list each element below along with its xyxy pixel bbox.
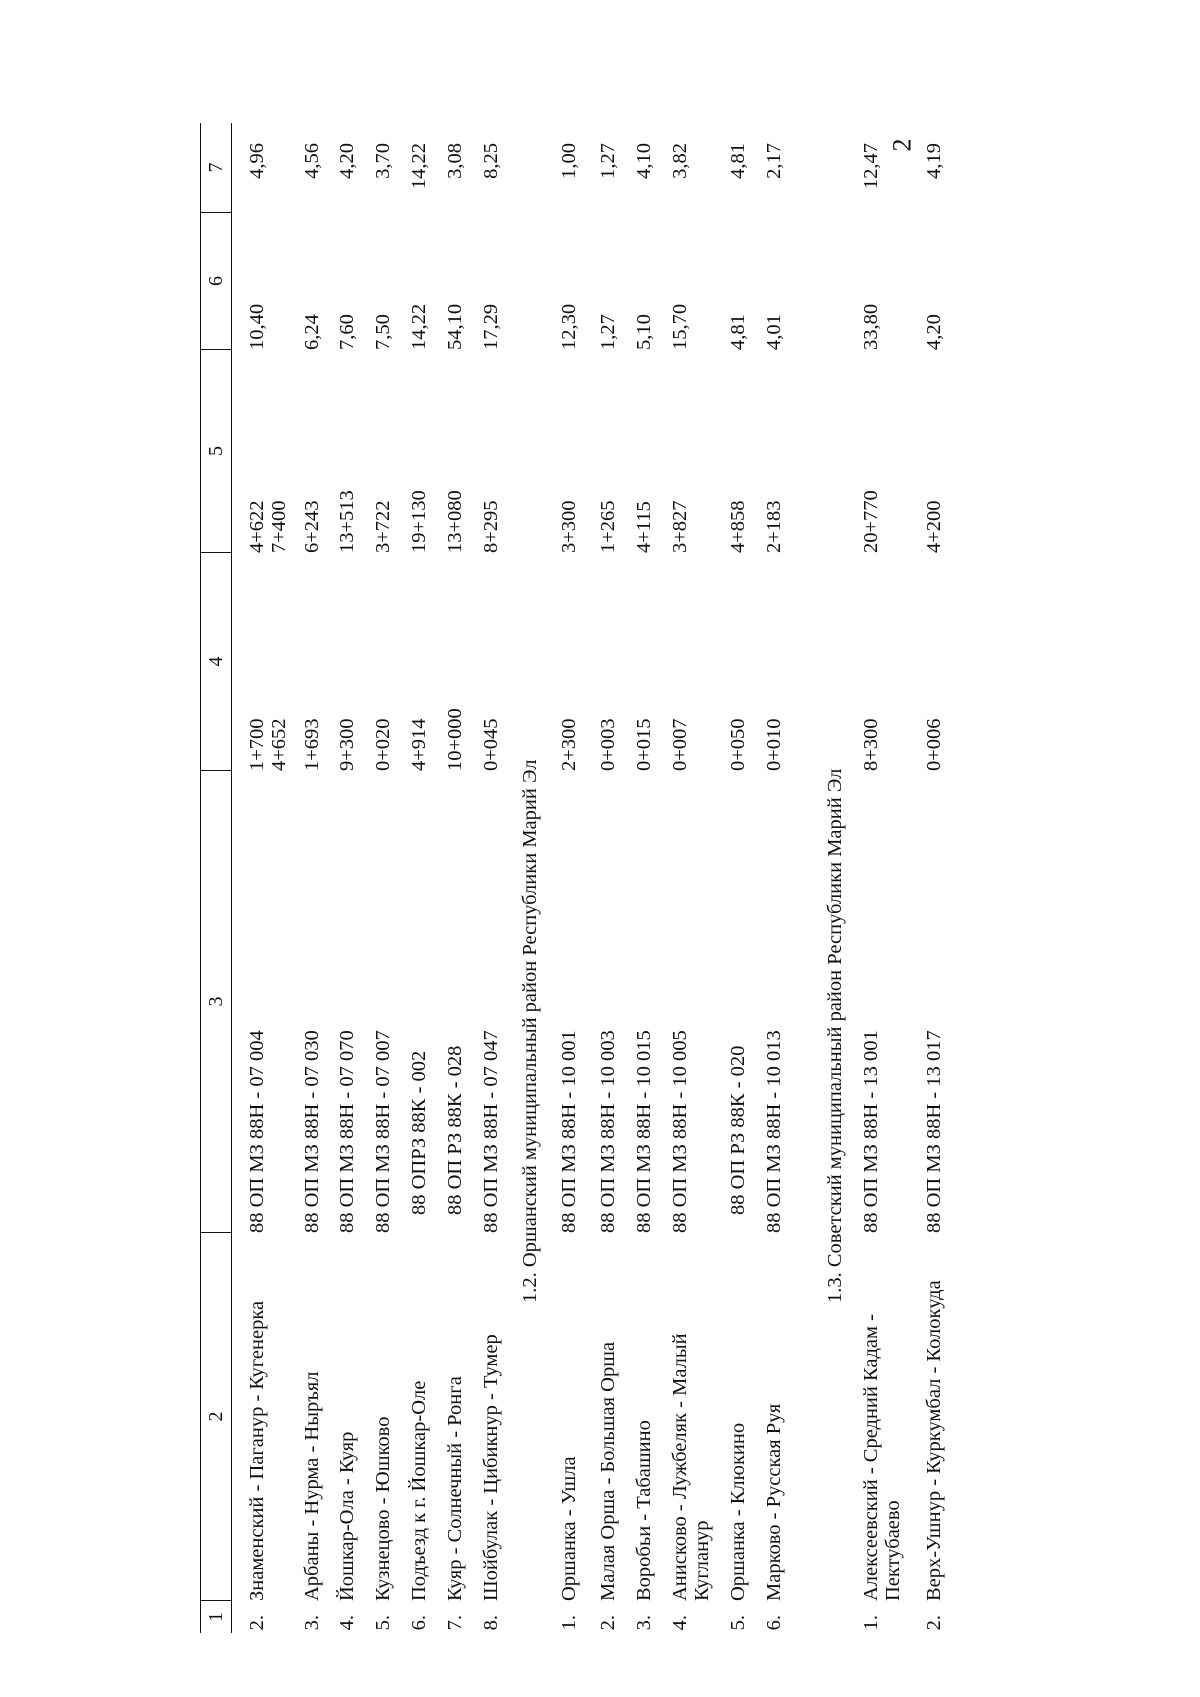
length-total: 4,81 — [727, 314, 749, 350]
row-number: 5. — [727, 1615, 749, 1631]
row-number: 6. — [763, 1615, 785, 1631]
length-total: 5,10 — [633, 314, 655, 350]
km-end: 19+130 — [408, 490, 430, 553]
km-start: 0+020 — [372, 718, 394, 771]
length-total: 7,50 — [372, 314, 394, 350]
row-number: 6. — [408, 1615, 430, 1631]
road-code: 88 ОПРЗ 88К - 002 — [408, 1050, 430, 1215]
km-start: 0+003 — [597, 718, 619, 771]
km-start: 0+045 — [480, 718, 502, 771]
length-total: 14,22 — [408, 303, 430, 350]
length-section: 4,19 — [923, 143, 945, 179]
km-end: 4+115 — [633, 501, 655, 553]
km-end: 4+858 — [727, 500, 749, 553]
km-end: 4+622 7+400 — [246, 500, 290, 553]
length-section: 4,96 — [246, 143, 268, 179]
road-code: 88 ОП МЗ 88Н - 07 007 — [372, 1030, 394, 1233]
row-number: 4. — [669, 1615, 691, 1631]
km-end: 3+722 — [372, 500, 394, 553]
road-code: 88 ОП МЗ 88Н - 07 047 — [480, 1030, 502, 1233]
length-total: 4,20 — [923, 314, 945, 350]
length-total: 1,27 — [597, 314, 619, 350]
length-total: 33,80 — [860, 303, 882, 350]
km-start: 1+700 4+652 — [246, 718, 290, 771]
section-title: 1.2. Оршанский муниципальный район Республики Марий Эл — [519, 759, 541, 1303]
road-code: 88 ОП МЗ 88Н - 10 003 — [597, 1030, 619, 1233]
km-end: 3+827 — [669, 500, 691, 553]
road-name: Подъезд к г. Йошкар-Оле — [408, 1380, 430, 1601]
header-col-2: 2 — [201, 1233, 231, 1601]
road-code: 88 ОП МЗ 88Н - 10 013 — [763, 1030, 785, 1233]
length-section: 3,82 — [669, 143, 691, 179]
row-number: 5. — [372, 1615, 394, 1631]
length-section: 2,17 — [763, 143, 785, 179]
km-start: 4+914 — [408, 718, 430, 771]
road-code: 88 ОП МЗ 88Н - 13 001 — [860, 1030, 882, 1233]
row-number: 8. — [480, 1615, 502, 1631]
km-end: 6+243 — [301, 500, 323, 553]
length-section: 4,10 — [633, 143, 655, 179]
header-col-7: 7 — [201, 123, 231, 213]
km-end: 13+513 — [336, 490, 358, 553]
length-section: 14,22 — [408, 143, 430, 190]
km-start: 0+006 — [923, 718, 945, 771]
km-end: 13+080 — [444, 490, 466, 553]
roads-table — [200, 123, 950, 1633]
header-col-3: 3 — [201, 771, 231, 1233]
road-code: 88 ОП МЗ 88Н - 10 015 — [633, 1030, 655, 1233]
header-col-4: 4 — [201, 553, 231, 771]
km-start: 10+000 — [444, 708, 466, 771]
length-section: 12,47 — [860, 143, 882, 190]
km-start: 0+015 — [633, 718, 655, 771]
section-title: 1.3. Советский муниципальный район Республики Марий Эл — [824, 768, 846, 1303]
length-section: 1,27 — [597, 143, 619, 179]
km-start: 0+050 — [727, 718, 749, 771]
road-name: Оршанка - Клюкино — [727, 1422, 749, 1601]
length-total: 6,24 — [301, 314, 323, 350]
road-name: Алексеевский - Средний Кадам - Пектубаево — [860, 1314, 904, 1601]
length-section: 4,20 — [336, 143, 358, 179]
length-total: 17,29 — [480, 303, 502, 350]
road-name: Оршанка - Ушла — [558, 1456, 580, 1601]
road-code: 88 ОП МЗ 88Н - 07 030 — [301, 1030, 323, 1233]
road-code: 88 ОП РЗ 88К - 028 — [444, 1045, 466, 1215]
length-total: 10,40 — [246, 303, 268, 350]
km-end: 1+265 — [597, 500, 619, 553]
road-code: 88 ОП РЗ 88К - 020 — [727, 1045, 749, 1215]
row-number: 2. — [597, 1615, 619, 1631]
road-name: Анисково - Лужбеляк - Малый Кугланур — [669, 1333, 713, 1601]
row-number: 1. — [558, 1615, 580, 1631]
row-number: 7. — [444, 1615, 466, 1631]
row-number: 2. — [246, 1615, 268, 1631]
km-start: 9+300 — [336, 718, 358, 771]
km-end: 3+300 — [558, 500, 580, 553]
length-section: 1,00 — [558, 143, 580, 179]
km-start: 1+693 — [301, 718, 323, 771]
km-end: 4+200 — [923, 500, 945, 553]
road-code: 88 ОП МЗ 88Н - 07 070 — [336, 1030, 358, 1233]
header-col-1: 1 — [205, 1612, 227, 1622]
road-name: Шойбулак - Цибикнур - Тумер — [480, 1334, 502, 1601]
road-name: Арбаны - Нурма - Ныръял — [301, 1371, 323, 1601]
road-name: Марково - Русская Руя — [763, 1403, 785, 1601]
road-name: Воробьи - Табашино — [633, 1420, 655, 1601]
length-section: 4,81 — [727, 143, 749, 179]
header-col-5: 5 — [201, 350, 231, 553]
length-section: 3,70 — [372, 143, 394, 179]
table-header — [200, 123, 232, 1633]
km-start: 0+007 — [669, 718, 691, 771]
length-total: 54,10 — [444, 303, 466, 350]
road-code: 88 ОП МЗ 88Н - 07 004 — [246, 1030, 268, 1233]
km-start: 8+300 — [860, 718, 882, 771]
km-end: 8+295 — [480, 500, 502, 553]
length-section: 8,25 — [480, 143, 502, 179]
km-start: 0+010 — [763, 718, 785, 771]
length-total: 4,01 — [763, 314, 785, 350]
length-section: 4,56 — [301, 143, 323, 179]
row-number: 2. — [923, 1615, 945, 1631]
row-number: 4. — [336, 1615, 358, 1631]
road-code: 88 ОП МЗ 88Н - 13 017 — [923, 1030, 945, 1233]
road-name: Малая Орша - Большая Орша — [597, 1341, 619, 1601]
row-number: 3. — [301, 1615, 323, 1631]
row-number: 1. — [860, 1615, 882, 1631]
road-name: Кузнецово - Юшково — [372, 1416, 394, 1601]
road-name: Верх-Ушнур - Куркумбал - Колокуда — [923, 1280, 945, 1601]
row-number: 3. — [633, 1615, 655, 1631]
road-name: Йошкар-Ола - Куяр — [336, 1431, 358, 1601]
road-code: 88 ОП МЗ 88Н - 10 001 — [558, 1030, 580, 1233]
km-start: 2+300 — [558, 718, 580, 771]
page-number: 2 — [887, 138, 917, 152]
length-total: 7,60 — [336, 314, 358, 350]
length-total: 12,30 — [558, 303, 580, 350]
road-name: Куяр - Солнечный - Ронга — [444, 1376, 466, 1601]
km-end: 2+183 — [763, 500, 785, 553]
road-name: Знаменский - Паганур - Кугенерка — [246, 1300, 268, 1601]
km-end: 20+770 — [860, 490, 882, 553]
header-col-6: 6 — [201, 213, 231, 350]
length-total: 15,70 — [669, 303, 691, 350]
length-section: 3,08 — [444, 143, 466, 179]
road-code: 88 ОП МЗ 88Н - 10 005 — [669, 1030, 691, 1233]
